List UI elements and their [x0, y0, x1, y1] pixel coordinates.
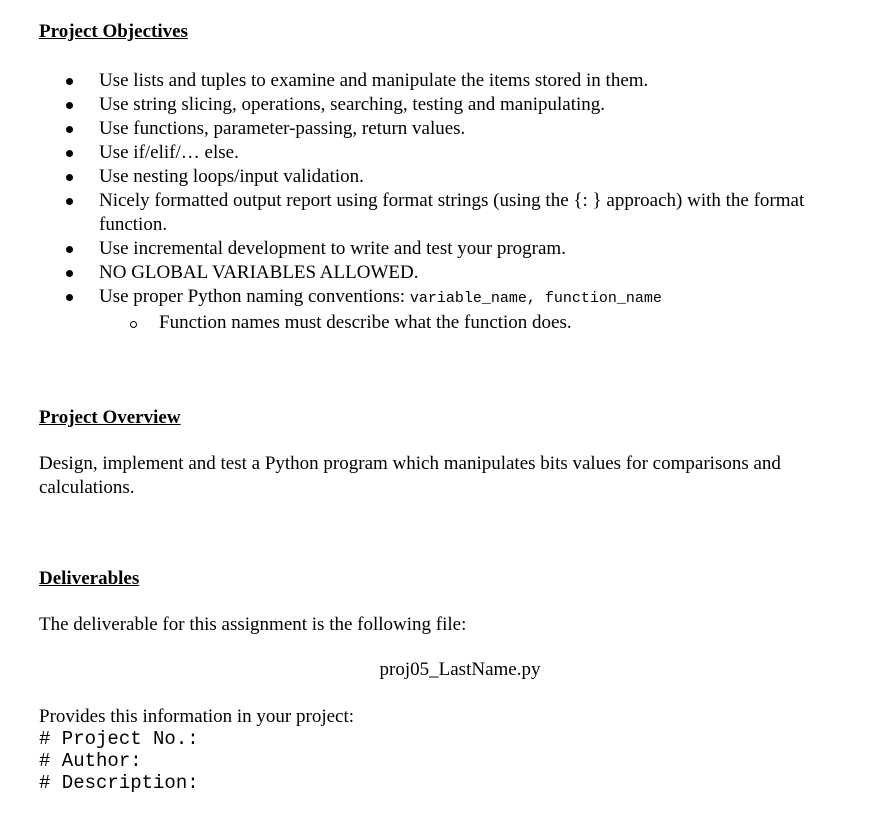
list-item: Use incremental development to write and test your program. — [0, 237, 870, 261]
bullet-icon — [66, 246, 73, 253]
bullet-icon — [66, 270, 73, 277]
bullet-icon — [66, 78, 73, 85]
deliverables-heading: Deliverables — [39, 568, 140, 589]
objectives-list — [0, 69, 870, 335]
list-item: Nicely formatted output report using format strings (using the {: } approach) with the format function. — [0, 189, 870, 237]
list-item: Use functions, parameter-passing, return values. — [0, 117, 870, 141]
deliverable-filename: proj05_LastName.py — [379, 659, 541, 680]
bullet-icon — [66, 126, 73, 133]
overview-heading: Project Overview — [39, 407, 181, 428]
hollow-bullet-icon — [130, 321, 137, 328]
naming-text: Use proper Python naming conventions: — [99, 286, 410, 307]
code-line-description: # Description: — [39, 772, 199, 794]
list-item: Use string slicing, operations, searching, testing and manipulating. — [0, 93, 870, 117]
code-line-project-no: # Project No.: — [39, 728, 199, 750]
overview-text: Design, implement and test a Python program which manipulates bits values for comparisons and calculations. — [39, 453, 781, 498]
list-item: Use if/elif/… else. — [0, 141, 870, 165]
bullet-icon — [66, 174, 73, 181]
bullet-icon — [66, 198, 73, 205]
bullet-icon — [66, 294, 73, 301]
list-item: Use nesting loops/input validation. — [0, 165, 870, 189]
deliverables-intro: The deliverable for this assignment is the following file: — [39, 614, 467, 635]
bullet-icon — [66, 102, 73, 109]
code-line-author: # Author: — [39, 750, 142, 772]
list-item: NO GLOBAL VARIABLES ALLOWED. — [0, 261, 870, 285]
list-item: Use lists and tuples to examine and manipulate the items stored in them. — [0, 69, 870, 93]
list-item-naming — [0, 285, 870, 335]
bullet-icon — [66, 150, 73, 157]
naming-code: variable_name, function_name — [409, 290, 662, 307]
objectives-heading: Project Objectives — [39, 21, 188, 42]
info-intro: Provides this information in your project: — [39, 706, 355, 727]
sub-list-item: Function names must describe what the function does. — [99, 311, 850, 335]
